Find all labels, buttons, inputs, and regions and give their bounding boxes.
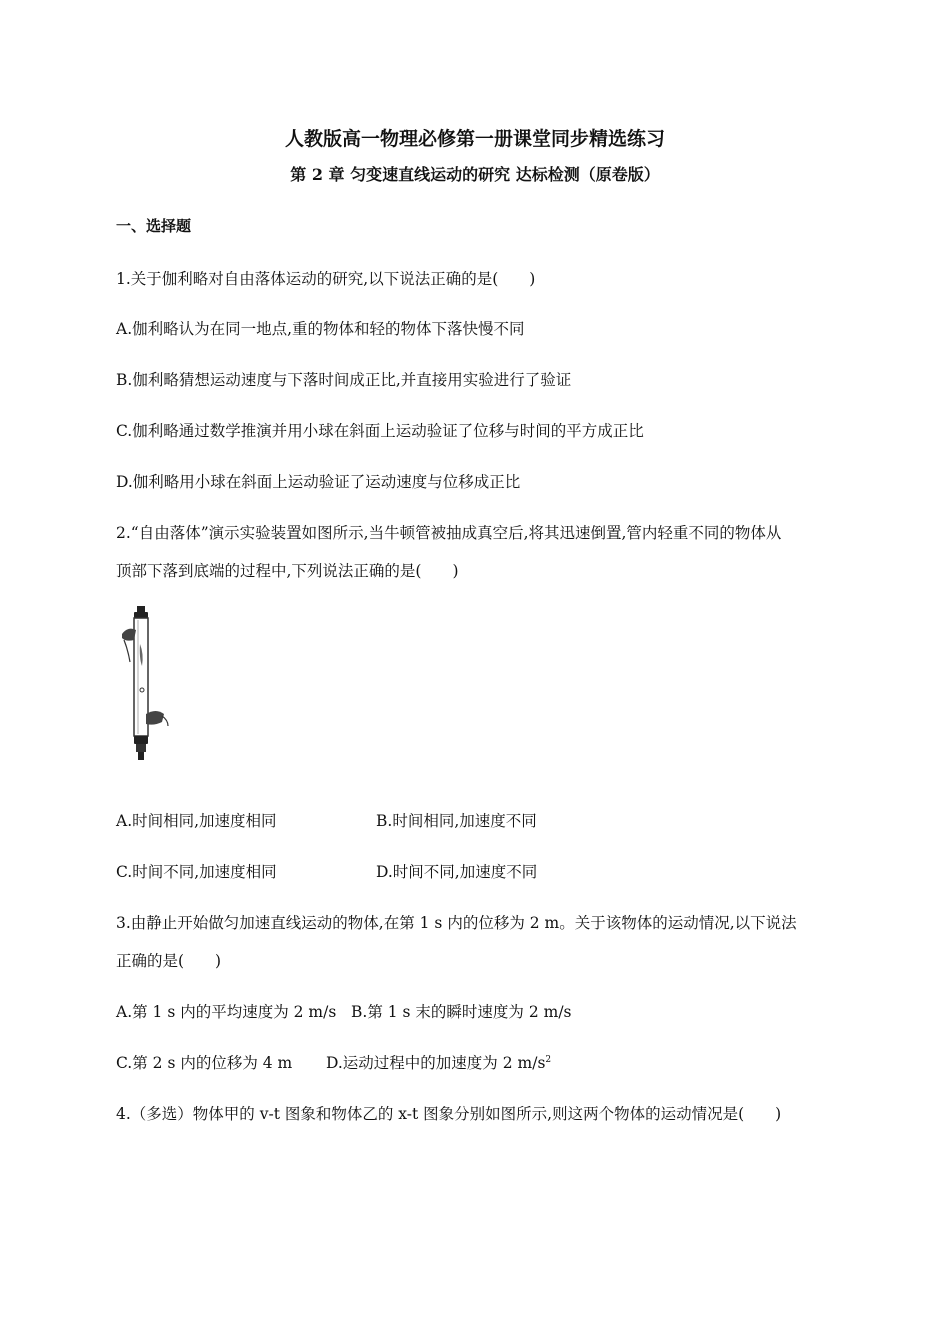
document-subtitle: 第 2 章 匀变速直线运动的研究 达标检测（原卷版）: [290, 165, 660, 184]
q2-stem-line-1: 2.“自由落体”演示实验装置如图所示,当牛顿管被抽成真空后,将其迅速倒置,管内轻重不同的物体从: [116, 524, 782, 542]
q2-option-d: D.时间不同,加速度不同: [376, 863, 538, 881]
q2-option-a: A.时间相同,加速度相同: [116, 812, 277, 830]
tube-body: [134, 618, 148, 736]
lower-hand: [146, 711, 164, 725]
q3-option-a: A.第 1 s 内的平均速度为 2 m/s: [116, 1003, 337, 1021]
upper-arm-line: [124, 640, 130, 662]
q1-option-c: C.伽利略通过数学推演并用小球在斜面上运动验证了位移与时间的平方成正比: [116, 422, 644, 440]
section-heading: 一、选择题: [116, 217, 192, 235]
newton-tube-figure: [118, 604, 170, 764]
feather-object: [140, 644, 143, 666]
q3-option-d-exponent: 2: [545, 1054, 552, 1065]
document-title: 人教版高一物理必修第一册课堂同步精选练习: [284, 128, 665, 150]
tube-top-valve: [137, 606, 145, 612]
tube-bottom-stem: [138, 752, 144, 760]
tube-top-cap: [134, 612, 148, 618]
q2-stem-line-2: 顶部下落到底端的过程中,下列说法正确的是( ): [116, 562, 459, 580]
q1-option-b: B.伽利略猜想运动速度与下落时间成正比,并直接用实验进行了验证: [116, 371, 572, 389]
q2-option-b: B.时间相同,加速度不同: [376, 812, 537, 830]
q3-stem-line-2: 正确的是( ): [116, 952, 222, 970]
q1-option-d: D.伽利略用小球在斜面上运动验证了运动速度与位移成正比: [116, 473, 521, 491]
q2-option-c: C.时间不同,加速度相同: [116, 863, 277, 881]
coin-object: [140, 688, 144, 692]
q3-option-c: C.第 2 s 内的位移为 4 m: [116, 1054, 293, 1072]
upper-hand: [122, 629, 136, 641]
q1-option-a: A.伽利略认为在同一地点,重的物体和轻的物体下落快慢不同: [116, 320, 525, 338]
tube-bottom-cap: [134, 736, 148, 744]
q1-stem: 1.关于伽利略对自由落体运动的研究,以下说法正确的是( ): [116, 270, 536, 288]
q3-stem-line-1: 3.由静止开始做匀加速直线运动的物体,在第 1 s 内的位移为 2 m。关于该物体的运动情况,以下说法: [116, 914, 797, 932]
q3-option-d: [326, 1051, 551, 1073]
tube-bottom-valve: [136, 744, 146, 752]
q3-option-b: B.第 1 s 末的瞬时速度为 2 m/s: [351, 1003, 572, 1021]
q3-option-d-text: D.运动过程中的加速度为 2 m/s: [326, 1054, 546, 1072]
q4-stem: 4.（多选）物体甲的 v-t 图象和物体乙的 x-t 图象分别如图所示,则这两个物体的运动情况是( ): [116, 1105, 782, 1123]
